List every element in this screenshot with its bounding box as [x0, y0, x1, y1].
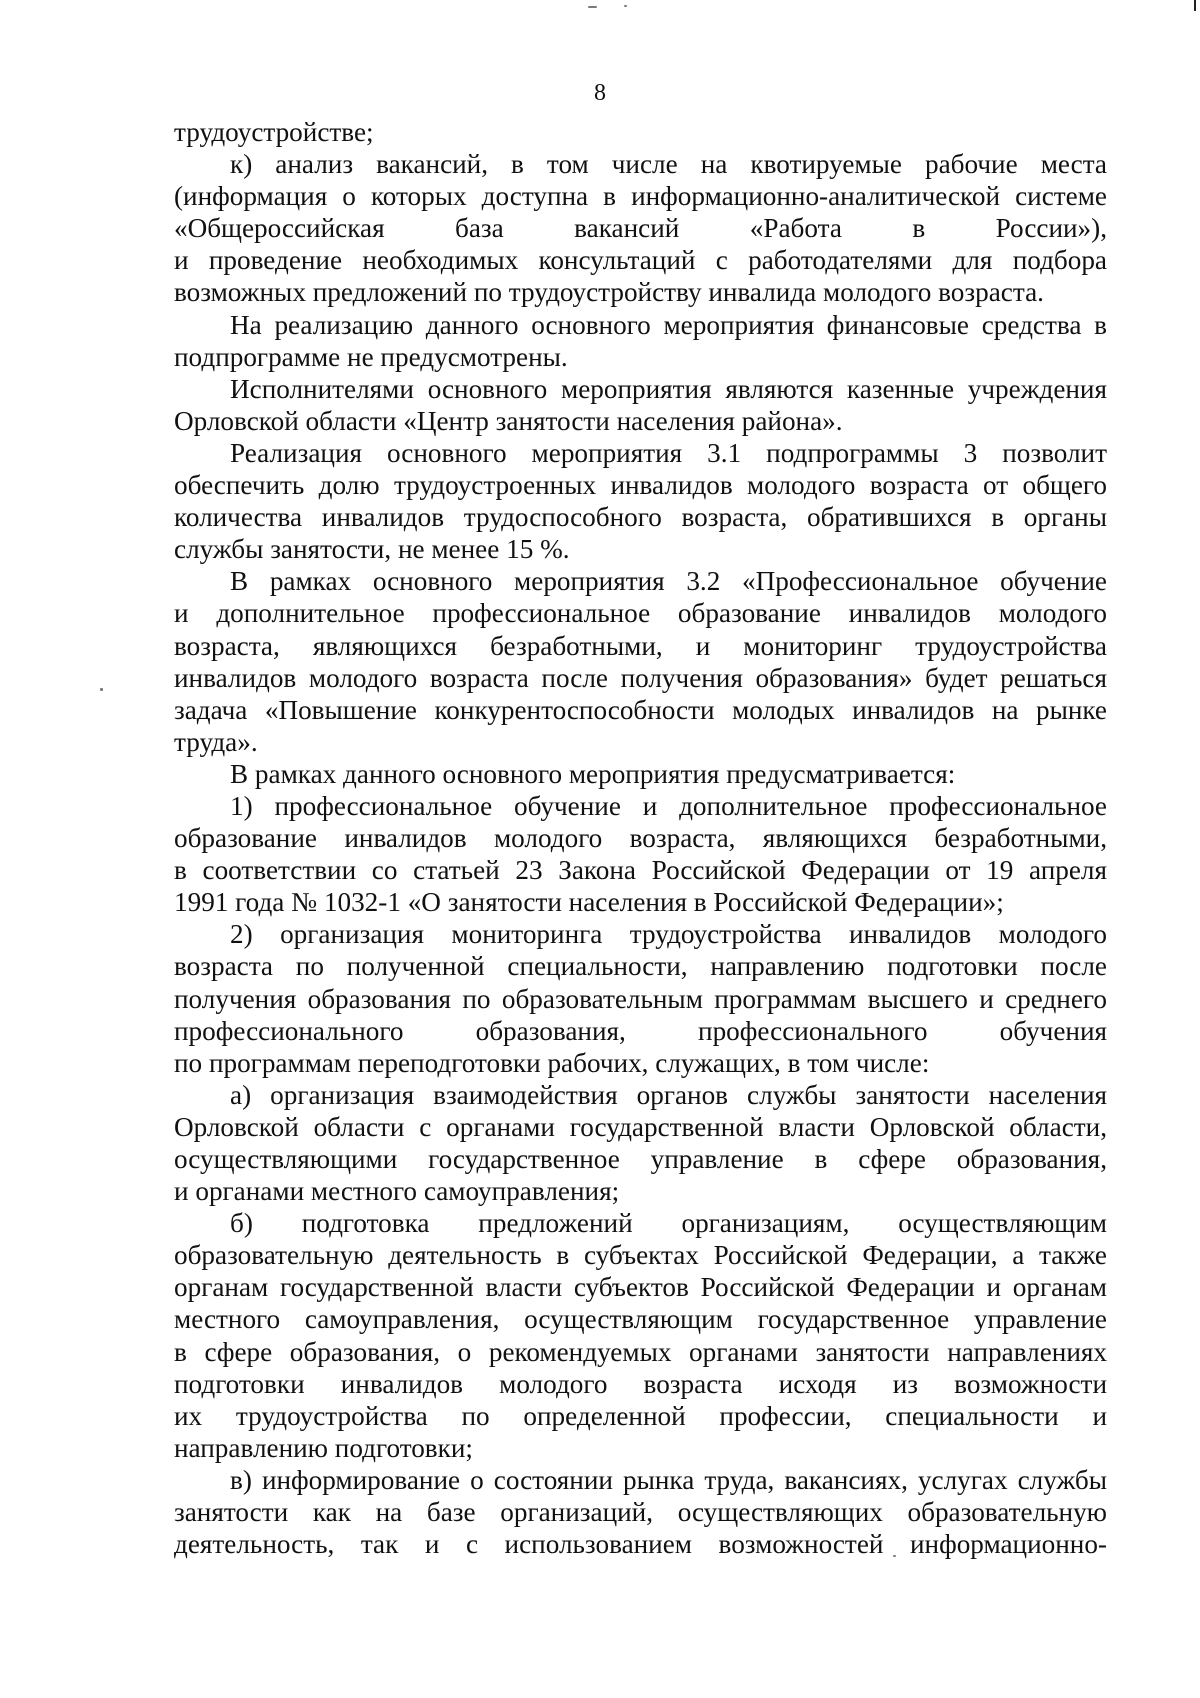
scan-speck: [100, 688, 103, 691]
text-line: На реализацию данного основного мероприятия финансовые средства в: [230, 309, 1107, 340]
text-line: их трудоустройства по определенной профессии, специальности и: [174, 1400, 1107, 1431]
text-line: деятельность, так и с использованием возможностей информационно-: [174, 1529, 1107, 1560]
text-line: (информация о которых доступна в информационно-аналитической системе: [174, 181, 1107, 212]
text-line: подпрограмме не предусмотрены.: [174, 341, 568, 372]
text-line: образовательную деятельность в субъектах Российской Федерации, а также: [174, 1240, 1107, 1271]
text-line: занятости как на базе организаций, осуществляющих образовательную: [174, 1497, 1107, 1528]
text-line: возраста по полученной специальности, направлению подготовки после: [174, 951, 1107, 982]
text-line: Орловской области с органами государственной власти Орловской области,: [174, 1111, 1107, 1142]
text-line: инвалидов молодого возраста после получения образования» будет решаться: [174, 662, 1107, 693]
text-line: в соответствии со статьей 23 Закона Российской Федерации от 19 апреля: [174, 855, 1107, 886]
text-line: 2) организация мониторинга трудоустройства инвалидов молодого: [230, 919, 1107, 950]
page-number: 8: [594, 80, 606, 106]
text-line: В рамках основного мероприятия 3.2 «Профессиональное обучение: [230, 566, 1107, 597]
text-line: В рамках данного основного мероприятия предусматривается:: [230, 758, 956, 789]
text-line: подготовки инвалидов молодого возраста исходя из возможности: [174, 1368, 1107, 1399]
text-line: местного самоуправления, осуществляющим государственное управление: [174, 1304, 1107, 1335]
text-line: к) анализ вакансий, в том числе на квотируемые рабочие места: [230, 149, 1107, 180]
text-line: возможных предложений по трудоустройству инвалида молодого возраста.: [174, 277, 1044, 308]
text-line: «Общероссийская база вакансий «Работа в России»),: [174, 213, 1107, 244]
text-line: в) информирование о состоянии рынка труда, вакансиях, услугах службы: [230, 1464, 1107, 1495]
text-line: количества инвалидов трудоспособного возраста, обратившихся в органы: [174, 502, 1107, 533]
text-line: получения образования по образовательным программам высшего и среднего: [174, 983, 1107, 1014]
text-line: задача «Повышение конкурентоспособности молодых инвалидов на рынке: [174, 694, 1107, 725]
document-body: [174, 116, 1107, 1560]
text-line: в сфере образования, о рекомендуемых органами занятости направлениях: [174, 1336, 1107, 1367]
text-line: направлению подготовки;: [174, 1432, 473, 1463]
text-line: 1) профессиональное обучение и дополнительное профессиональное: [230, 790, 1107, 821]
text-line: Исполнителями основного мероприятия являются казенные учреждения: [230, 373, 1107, 404]
text-line: трудоустройстве;: [174, 117, 374, 147]
scan-edge-mark: [1194, 0, 1196, 11]
text-line: осуществляющими государственное управление в сфере образования,: [174, 1144, 1107, 1174]
text-line: профессионального образования, профессионального обучения: [174, 1015, 1107, 1046]
text-line: и дополнительное профессиональное образование инвалидов молодого: [174, 598, 1107, 629]
text-line: возраста, являющихся безработными, и мониторинг трудоустройства: [174, 630, 1107, 661]
text-line: по программам переподготовки рабочих, служащих, в том числе:: [174, 1047, 930, 1078]
text-line: службы занятости, не менее 15 %.: [174, 534, 570, 565]
text-line: а) организация взаимодействия органов службы занятости населения: [230, 1079, 1107, 1110]
text-line: образование инвалидов молодого возраста, являющихся безработными,: [174, 823, 1107, 854]
text-line: Орловской области «Центр занятости населения района».: [174, 405, 843, 436]
text-line: труда».: [174, 726, 258, 757]
text-line: органам государственной власти субъектов Российской Федерации и органам: [174, 1272, 1107, 1303]
text-line: и проведение необходимых консультаций с работодателями для подбора: [174, 245, 1107, 276]
text-line: 1991 года № 1032-1 «О занятости населения в Российской Федерации»;: [174, 887, 1004, 918]
text-line: и органами местного самоуправления;: [174, 1176, 620, 1207]
text-line: обеспечить долю трудоустроенных инвалидов молодого возраста от общего: [174, 470, 1107, 501]
scan-speck: [588, 6, 597, 8]
scan-speck: [624, 5, 627, 7]
text-line: Реализация основного мероприятия 3.1 подпрограммы 3 позволит: [230, 437, 1107, 468]
text-line: б) подготовка предложений организациям, осуществляющим: [230, 1208, 1107, 1239]
